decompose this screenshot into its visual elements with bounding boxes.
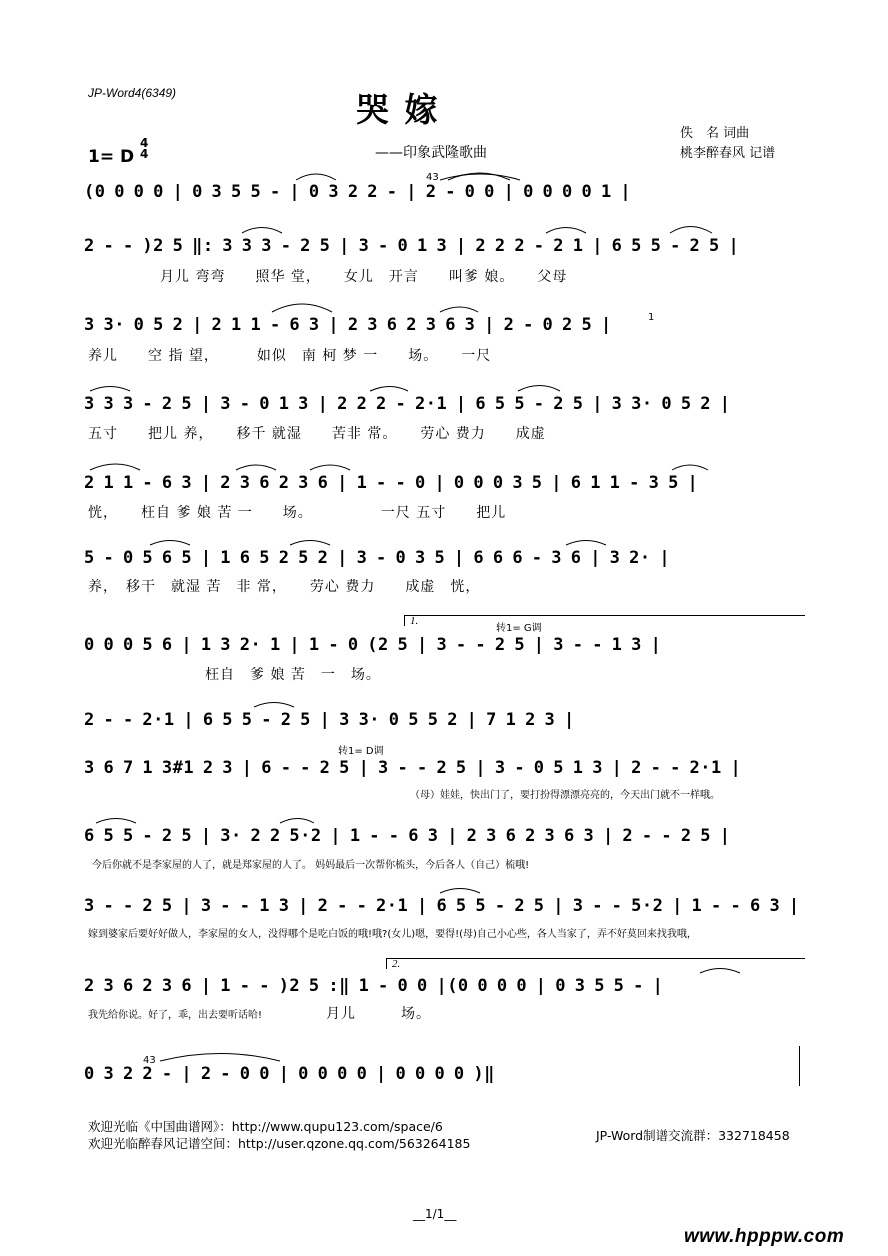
notes-line: 2 1 1 - 6 3 | 2 3 6 2 3 6 | 1 - - 0 | 0 0 0 3 5 | 6 1 1 - 3 5 | [84,473,699,493]
notes-line: 2 3 6 2 3 6 | 1 - - )2 5 :‖ 1 - 0 0 |(0 0 0 0 | 0 3 5 5 - | [84,976,664,996]
lyrics-line: 恍， 枉自 爹 娘 苦 一 场。 一尺 五寸 把儿 [88,505,507,521]
modulation-to-d: 转1= D调 [338,746,384,757]
notes-line: 3 3· 0 5 2 | 2 1 1 - 6 3 | 2 3 6 2 3 6 3 | 2 - 0 2 5 | [84,315,612,335]
watermark: www.hpppw.com [684,1226,845,1247]
page-number: __1/1__ [413,1207,457,1221]
footer-link-qupu[interactable]: 欢迎光临《中国曲谱网》：http://www.qupu123.com/space/6 [88,1119,443,1134]
notes-line: 3 3 3 - 2 5 | 3 - 0 1 3 | 2 2 2 - 2·1 | 6 5 5 - 2 5 | 3 3· 0 5 2 | [84,394,731,414]
lyrics-line: 枉自 爹 娘 苦 一 场。 [205,667,381,683]
source-label: JP-Word4(6349) [88,86,177,100]
volta-1-label: 1. [410,615,419,627]
lyrics-line: 养， 移干 就湿 苦 非 常， 劳心 费力 成虚 恍， [88,579,481,595]
lyrics-line: 月儿 弯弯 照华 堂， 女儿 开言 叫爹 娘。 父母 [160,269,568,285]
notes-line: 5 - 0 5 6 5 | 1 6 5 2 5 2 | 3 - 0 3 5 | 6 6 6 - 3 6 | 3 2· | [84,548,671,568]
page-title: 哭 嫁 [356,90,440,129]
spoken-line: （母）娃娃，快出门了，要打扮得漂漂亮亮的，今天出门就不一样哦。 [410,790,720,801]
footer-group: JP-Word制谱交流群：332718458 [596,1128,790,1143]
lyrics-line: 五寸 把儿 养， 移千 就湿 苦非 常。 劳心 费力 成虚 [88,426,546,442]
time-sig-top: 4 [140,136,149,150]
time-sig-bottom: 4 [140,147,149,161]
notes-line: (0 0 0 0 | 0 3 5 5 - | 0 3 2 2 - | 2 - 0 0 | 0 0 0 0 1 | [84,182,632,202]
lyricist-composer: 佚 名 词曲 [680,126,750,141]
grace-note-43: 43 [426,172,439,183]
lyrics-line: 养儿 空 指 望， 如似 南 柯 梦 一 场。 一尺 [88,348,492,364]
transcriber: 桃李醉春风 记谱 [680,146,776,161]
notes-line: 6 5 5 - 2 5 | 3· 2 2 5·2 | 1 - - 6 3 | 2 3 6 2 3 6 3 | 2 - - 2 5 | [84,826,731,846]
volta-2-label: 2. [392,958,401,970]
grace-note-43: 43 [143,1055,156,1066]
notes-line: 0 0 0 5 6 | 1 3 2· 1 | 1 - 0 (2 5 | 3 - - 2 5 | 3 - - 1 3 | [84,635,662,655]
notes-line: 3 6 7 1 3#1 2 3 | 6 - - 2 5 | 3 - - 2 5 | 3 - 0 5 1 3 | 2 - - 2·1 | [84,758,742,778]
notes-line: 0 3 2 2 - | 2 - 0 0 | 0 0 0 0 | 0 0 0 0 )‖ [84,1064,495,1084]
notes-line: 2 - - 2·1 | 6 5 5 - 2 5 | 3 3· 0 5 5 2 | 7 1 2 3 | [84,710,575,730]
lyrics-line: 月儿 场。 [326,1006,431,1022]
breath-mark: 1 [648,312,655,323]
spoken-line: 今后你就不是李家屋的人了，就是郑家屋的人了。 妈妈最后一次帮你梳头，今后各人（自己）梳哦! [92,860,530,871]
footer-link-qzone[interactable]: 欢迎光临醉春风记谱空间：http://user.qzone.qq.com/563264185 [88,1136,471,1151]
notes-line: 3 - - 2 5 | 3 - - 1 3 | 2 - - 2·1 | 6 5 5 - 2 5 | 3 - - 5·2 | 1 - - 6 3 | [84,896,800,916]
notes-line: 2 - - )2 5 ‖: 3 3 3 - 2 5 | 3 - 0 1 3 | 2 2 2 - 2 1 | 6 5 5 - 2 5 | [84,236,740,256]
subtitle: ——印象武隆歌曲 [375,145,487,161]
modulation-to-g: 转1= G调 [496,623,542,634]
spoken-line: 嫁到婆家后要好好做人，李家屋的女人，没得哪个是吃白饭的哦!哦?(女儿)嗯，要得!(母)自己小心些，各人当家了，弄不好莫回来找我哦， [88,929,697,940]
spoken-line: 我先给你说。好了，乖，出去要听话哈! [88,1010,263,1021]
key-signature: 1= D [88,147,135,167]
